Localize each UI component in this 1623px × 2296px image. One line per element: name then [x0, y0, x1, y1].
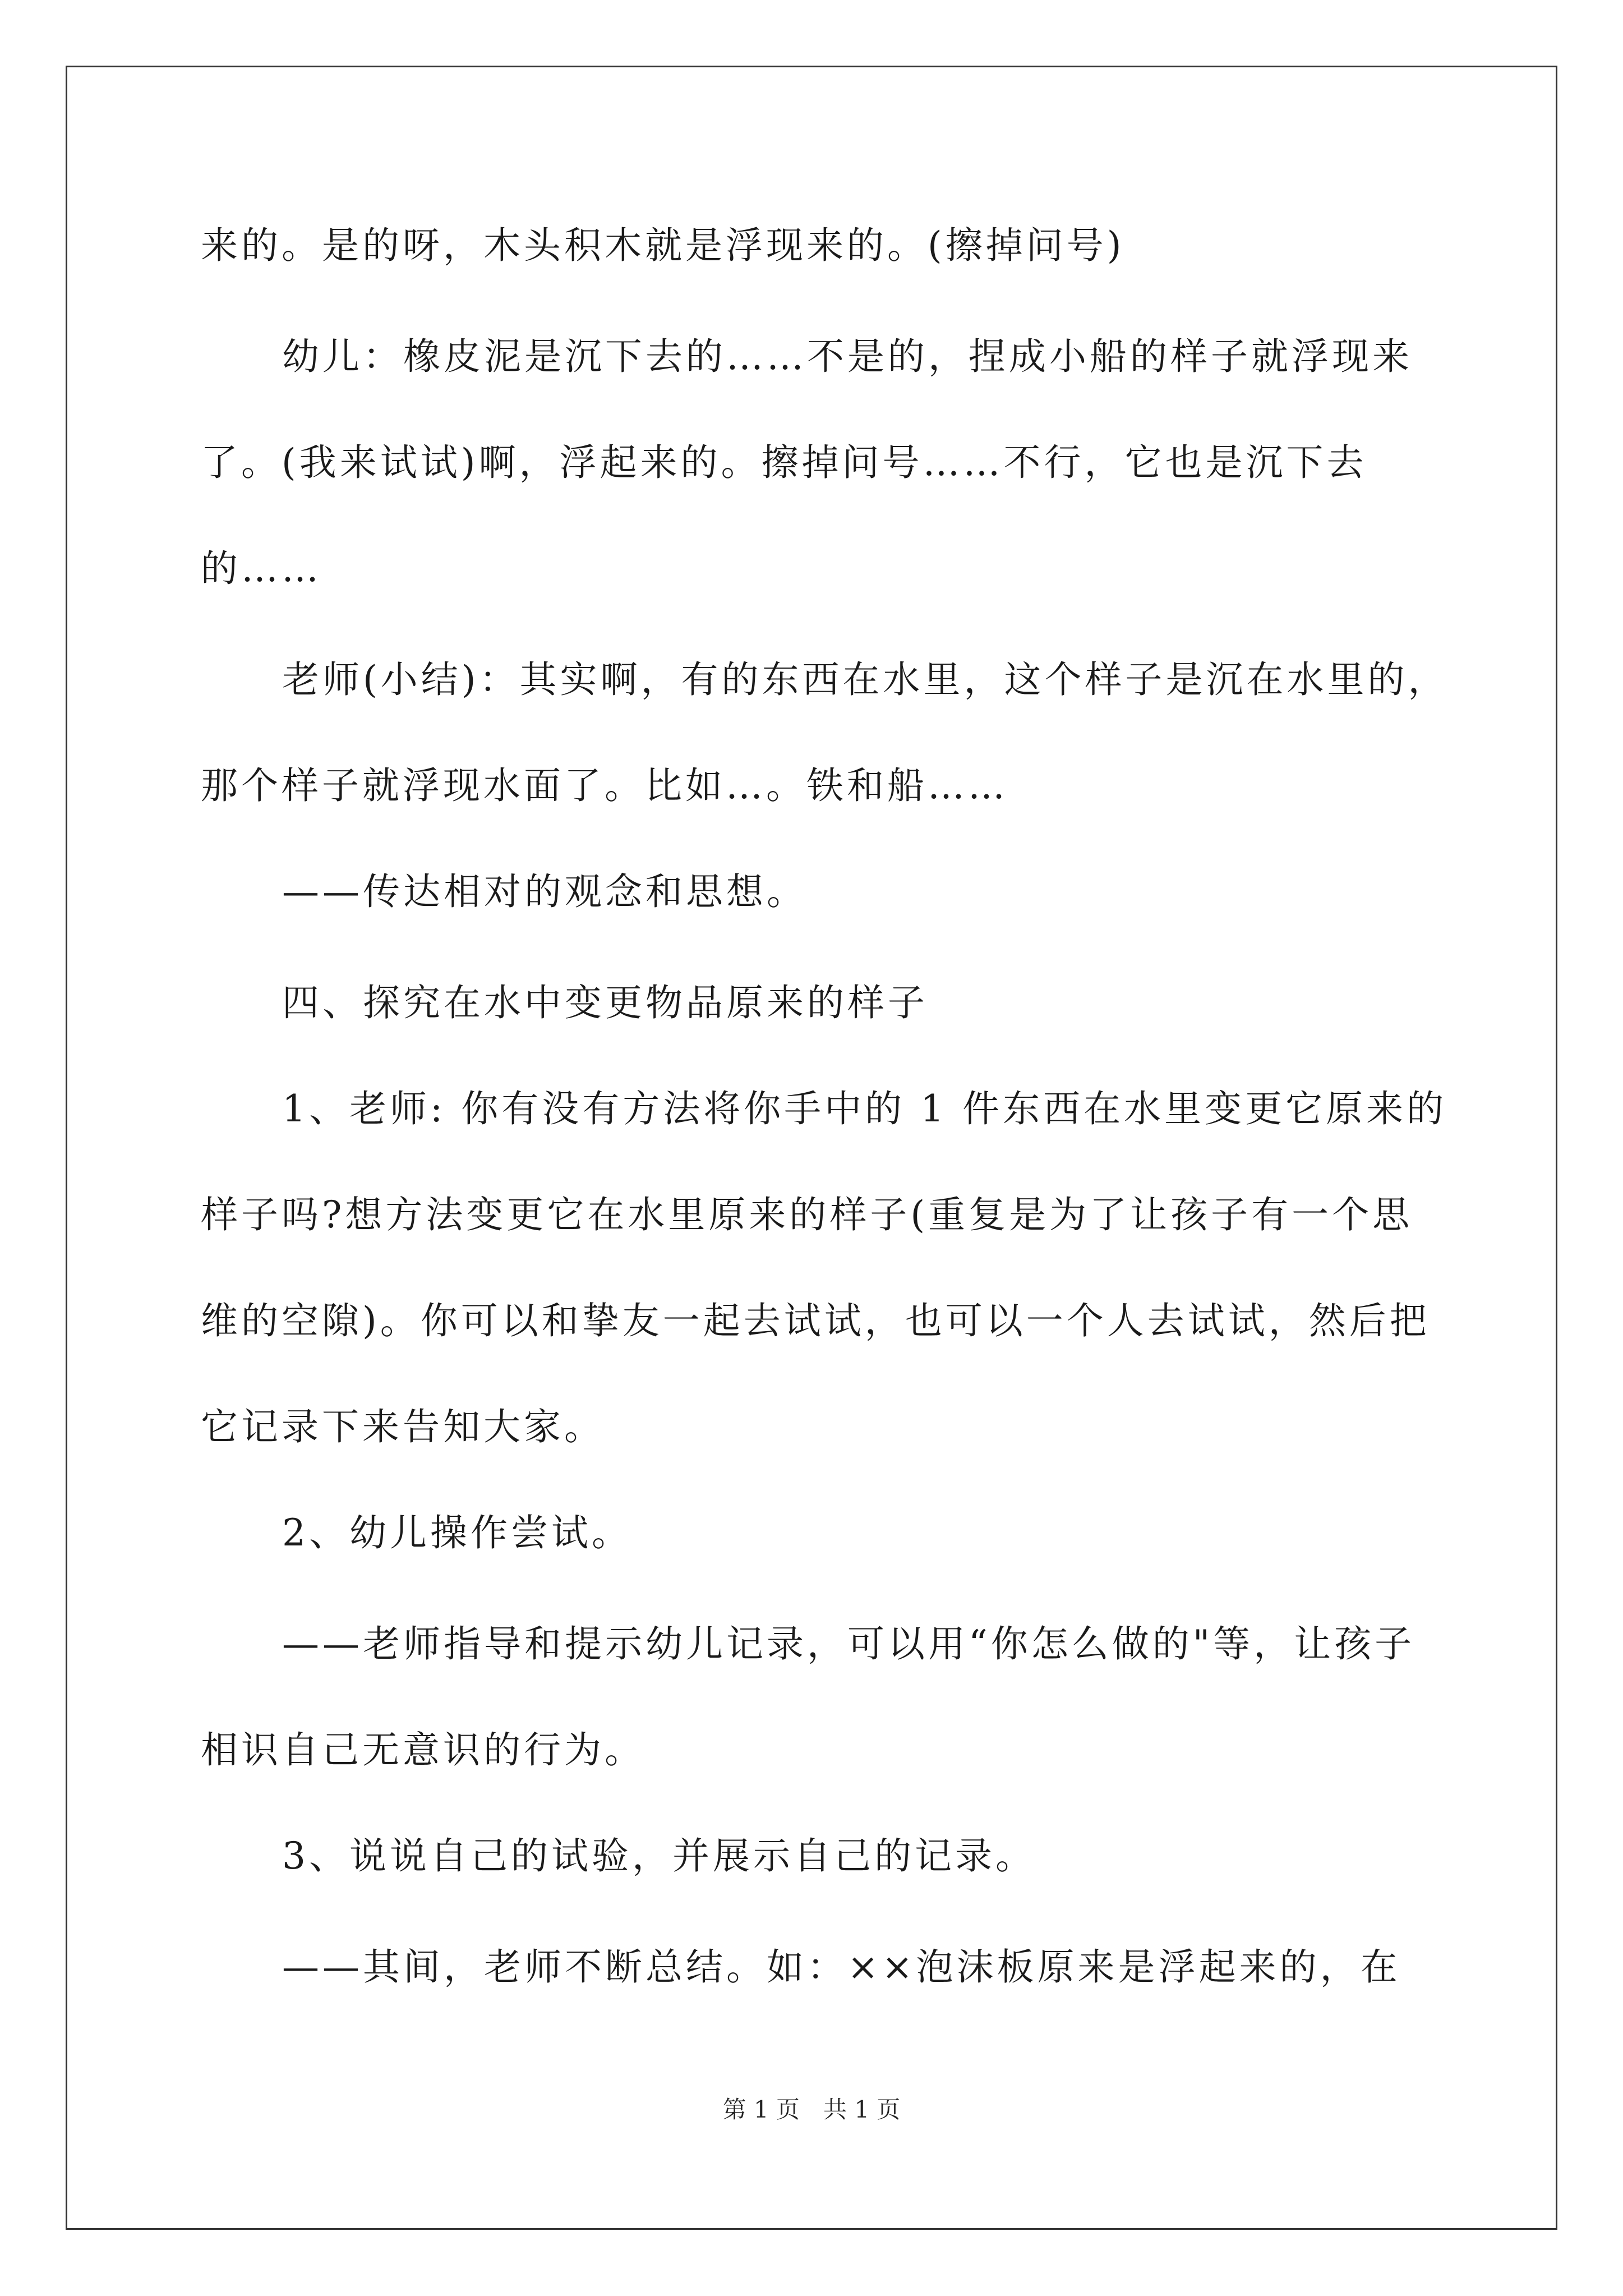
paragraph-line-14: ——老师指导和提示幼儿记录，可以用“你怎么做的"等，让孩子 — [282, 1622, 1415, 1665]
section-heading: 四、探究在水中变更物品原来的样子 — [282, 981, 928, 1024]
paragraph-line-10: 样子吗?想方法变更它在水里原来的样子(重复是为了让孩子有一个思 — [201, 1193, 1413, 1236]
paragraph-line-1: 来的。是的呀，木头积木就是浮现来的。(擦掉问号) — [201, 224, 1125, 267]
paragraph-line-2: 幼儿：橡皮泥是沉下去的……不是的，捏成小船的样子就浮现来 — [282, 335, 1413, 378]
paragraph-line-6: 那个样子就浮现水面了。比如…。铁和船…… — [201, 764, 1008, 807]
paragraph-line-12: 它记录下来告知大家。 — [201, 1405, 605, 1448]
page-border — [66, 66, 1557, 2230]
paragraph-line-9: 1、老师: 你有没有方法将你手中的 1 件东西在水里变更它原来的 — [282, 1087, 1447, 1130]
paragraph-line-3: 了。(我来试试)啊，浮起来的。擦掉问号……不行，它也是沉下去 — [201, 441, 1367, 484]
page-number-footer: 第 1 页 共 1 页 — [722, 2096, 901, 2123]
paragraph-line-16: 3、说说自己的试验，并展示自己的记录。 — [282, 1834, 1036, 1878]
paragraph-line-5: 老师(小结)：其实啊，有的东西在水里，这个样子是沉在水里的， — [282, 658, 1449, 701]
paragraph-line-11: 维的空隙)。你可以和挚友一起去试试，也可以一个人去试试，然后把 — [201, 1299, 1430, 1342]
paragraph-line-4: 的…… — [201, 547, 322, 590]
paragraph-line-7: ——传达相对的观念和思想。 — [282, 870, 807, 913]
paragraph-line-13: 2、幼儿操作尝试。 — [282, 1511, 632, 1554]
paragraph-line-17: ——其间，老师不断总结。如：××泡沫板原来是浮起来的，在 — [282, 1945, 1401, 1989]
paragraph-line-15: 相识自己无意识的行为。 — [201, 1728, 645, 1772]
